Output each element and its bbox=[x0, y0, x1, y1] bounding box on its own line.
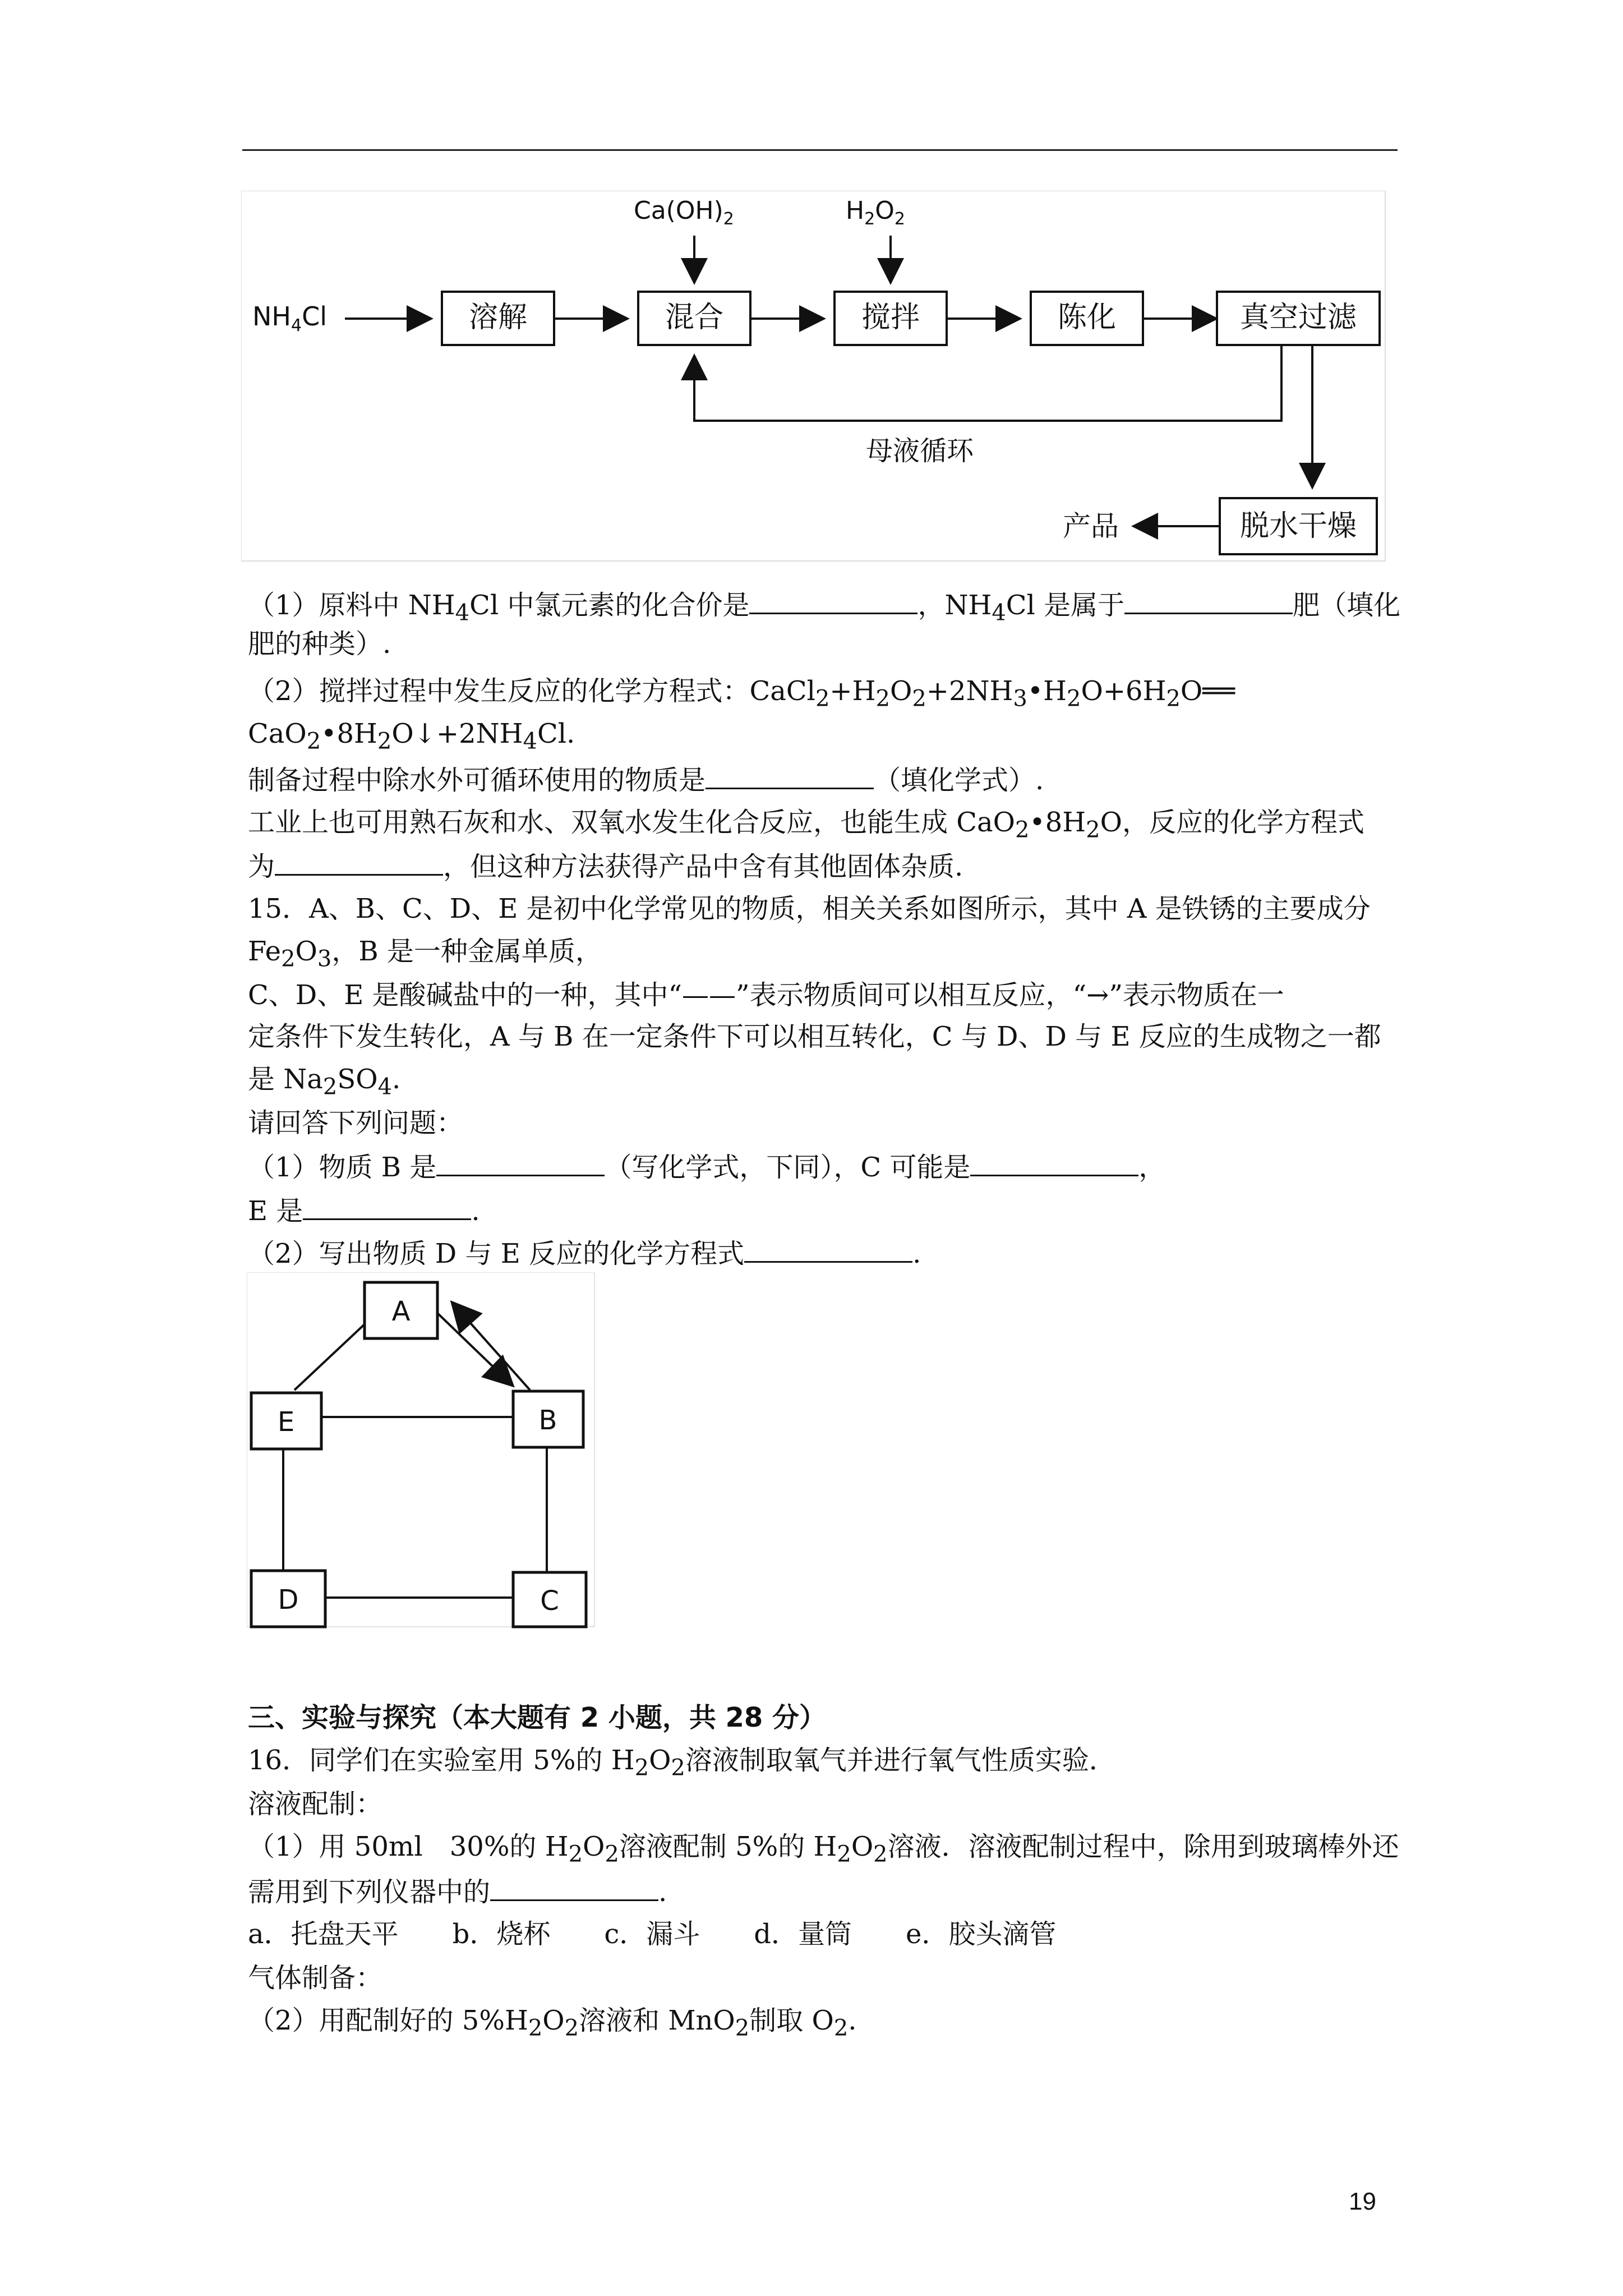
nh4cl-label: $NH_4Cl$ bbox=[252, 301, 327, 335]
relation-diagram bbox=[247, 1272, 600, 1631]
q15-line6: 请回答下列问题： bbox=[248, 1107, 464, 1139]
step-dry: 脱水干燥 bbox=[1239, 509, 1357, 543]
h2o2-label: $H_2O_2$ bbox=[846, 196, 905, 229]
answer-blank[interactable] bbox=[303, 1189, 471, 1220]
answer-blank[interactable] bbox=[970, 1145, 1138, 1176]
q16-part1-line2: 需用到下列仪器中的 . bbox=[248, 1870, 667, 1912]
edge-A-E bbox=[294, 1322, 367, 1390]
answer-blank[interactable] bbox=[706, 758, 874, 789]
product-label: 产品 bbox=[1063, 510, 1119, 542]
answer-blank[interactable] bbox=[749, 583, 917, 614]
q14-part2-line2: $CaO_2•8H_2O↓+2NH_4Cl$. bbox=[248, 718, 575, 754]
q15-line1: 15．A、B、C、D、E 是初中化学常见的物质，相关关系如图所示，其中 A 是铁锈的主要成分 bbox=[248, 893, 1371, 924]
q16-part2-line: （2）用配制好的 $5\%H_2O_2$溶液和 MnO$_2$制取 $O_2$. bbox=[248, 2005, 857, 2041]
q14-part1-line1: （1）原料中 $NH_4Cl$ 中氯元素的化合价是 ，$NH_4Cl$ 是属于 肥（填化 bbox=[248, 583, 1400, 633]
q14-part1-line2: 肥的种类）. bbox=[248, 628, 391, 660]
q16-solution-heading: 溶液配制： bbox=[248, 1788, 383, 1820]
answer-blank[interactable] bbox=[436, 1145, 605, 1176]
answer-blank[interactable] bbox=[275, 845, 443, 876]
q14-recycle-line: 制备过程中除水外可循环使用的物质是 （填化学式）. bbox=[248, 758, 1044, 800]
process-flowchart bbox=[241, 191, 1408, 567]
step-age: 陈化 bbox=[1057, 301, 1117, 334]
q16-part1-line1: （1）用 50ml 30%的 $H_2O_2$溶液配制 5%的 $H_2O_2$溶液．溶液配制过程中，除用到玻璃棒外还 bbox=[248, 1831, 1399, 1867]
q15-line5: 是 $Na_2SO_4$. bbox=[248, 1064, 401, 1100]
q15-part1-line2: E 是 . bbox=[248, 1189, 480, 1231]
node-e: E bbox=[277, 1406, 295, 1438]
step-stir: 搅拌 bbox=[861, 301, 920, 334]
header-rule bbox=[242, 149, 1398, 151]
answer-blank[interactable] bbox=[744, 1232, 912, 1263]
caoh2-label: $Ca(OH)_2$ bbox=[634, 196, 734, 229]
page-number: 19 bbox=[1349, 2188, 1376, 2215]
recycle-label: 母液循环 bbox=[865, 435, 974, 467]
recycle-arrow bbox=[694, 345, 1281, 421]
step-dissolve: 溶解 bbox=[468, 301, 528, 334]
node-a: A bbox=[391, 1296, 411, 1327]
node-d: D bbox=[278, 1584, 299, 1616]
q14-industry-line1: 工业上也可用熟石灰和水、双氧水发生化合反应，也能生成 $CaO_2•8H_2O$，反应的化学方程式 bbox=[248, 807, 1364, 843]
q15-line2: $Fe_2O_3$，B 是一种金属单质， bbox=[248, 936, 602, 972]
answer-blank[interactable] bbox=[1124, 583, 1293, 614]
q16-gas-heading: 气体制备： bbox=[248, 1962, 383, 1994]
q16-line1: 16．同学们在实验室用 5%的 $H_2O_2$溶液制取氧气并进行氧气性质实验． bbox=[248, 1745, 1116, 1781]
q14-part2-line1: （2）搅拌过程中发生反应的化学方程式：$CaCl_2+H_2O_2+2NH_3•H_2O+6H_2O══$ bbox=[248, 675, 1235, 712]
step-mix: 混合 bbox=[665, 301, 724, 334]
arrow-B-to-A bbox=[453, 1304, 530, 1390]
node-b: B bbox=[538, 1405, 557, 1436]
section3-title: 三、实验与探究（本大题有 2 小题，共 28 分） bbox=[248, 1702, 827, 1733]
q15-line4: 定条件下发生转化，A 与 B 在一定条件下可以相互转化，C 与 D、D 与 E 反应的生成物之一都 bbox=[248, 1021, 1381, 1052]
answer-blank[interactable] bbox=[490, 1870, 658, 1901]
q16-options: a．托盘天平 b．烧杯 c．漏斗 d．量筒 e．胶头滴管 bbox=[248, 1918, 1057, 1950]
q15-part1-line1: （1）物质 B 是 （写化学式，下同），C 可能是 ， bbox=[248, 1145, 1165, 1188]
q14-industry-line2: 为 ，但这种方法获得产品中含有其他固体杂质. bbox=[248, 845, 963, 887]
q15-part2-line: （2）写出物质 D 与 E 反应的化学方程式 . bbox=[248, 1232, 921, 1274]
arrow-A-to-B bbox=[435, 1310, 511, 1384]
q15-line3: C、D、E 是酸碱盐中的一种，其中“——”表示物质间可以相互反应，“→”表示物质在一 bbox=[248, 979, 1284, 1011]
node-c: C bbox=[540, 1585, 559, 1617]
step-vacuum-filter: 真空过滤 bbox=[1239, 301, 1357, 334]
